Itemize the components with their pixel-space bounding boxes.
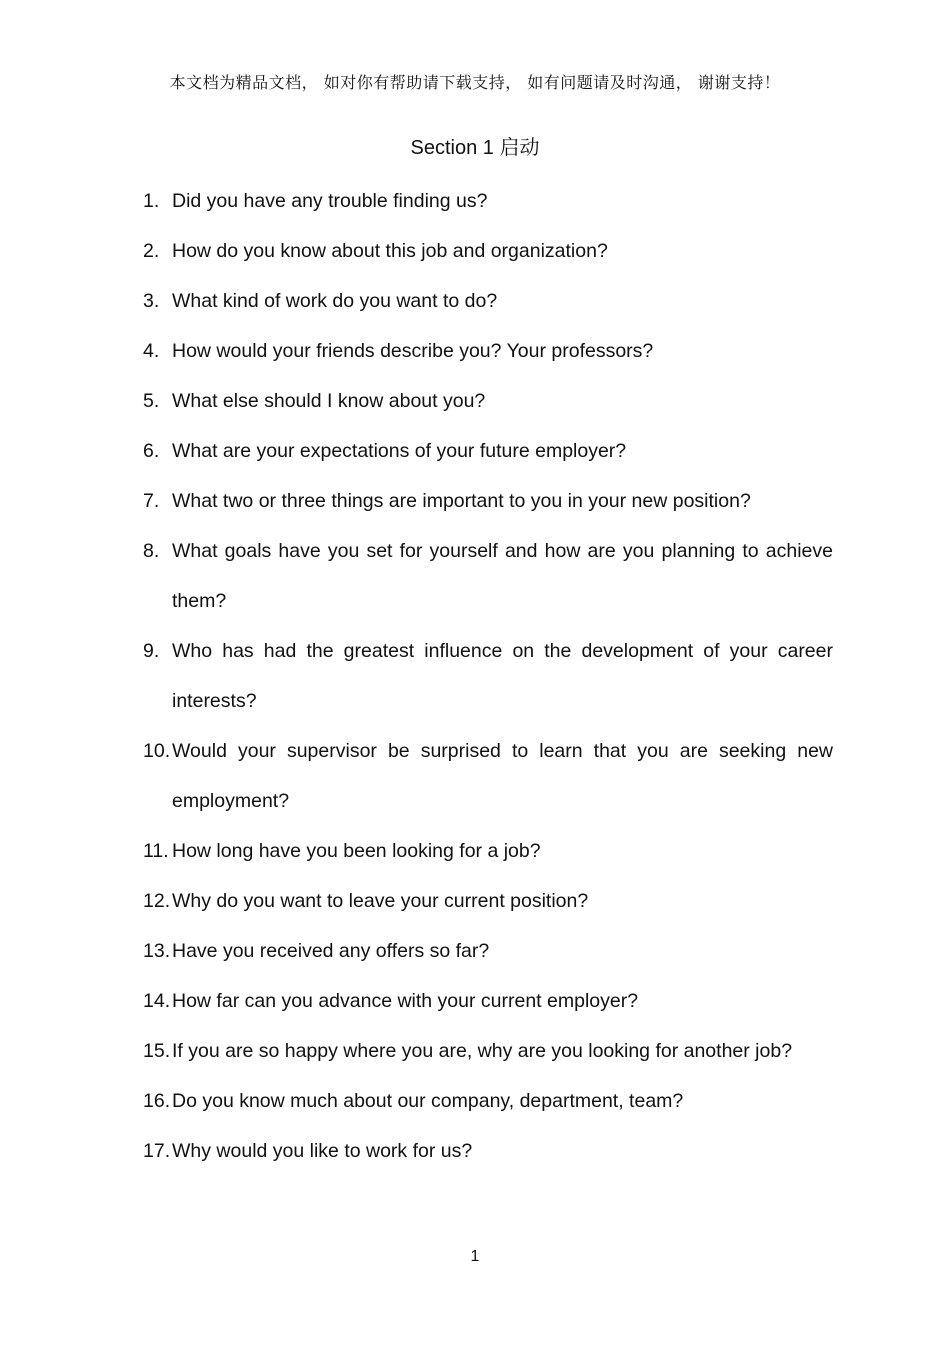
question-number: 1.: [143, 190, 160, 212]
question-item: [143, 876, 833, 926]
question-text: Why do you want to leave your current position?: [172, 890, 589, 912]
question-number: 8.: [143, 540, 160, 562]
question-text: What goals have you set for yourself and how are you planning to achieve them?: [172, 540, 833, 612]
question-text: Did you have any trouble finding us?: [172, 190, 488, 212]
question-number: 15.: [143, 1040, 171, 1062]
question-number: 9.: [143, 640, 160, 662]
question-text: Would your supervisor be surprised to learn that you are seeking new employment?: [172, 740, 833, 812]
question-text: What are your expectations of your future employer?: [172, 440, 627, 462]
question-text: Who has had the greatest influence on the development of your career interests?: [172, 640, 833, 712]
question-text: How do you know about this job and organization?: [172, 240, 608, 262]
question-item: [143, 226, 833, 276]
question-item: [143, 526, 833, 626]
question-text: Have you received any offers so far?: [172, 940, 490, 962]
question-list: [143, 176, 833, 1176]
question-text: If you are so happy where you are, why are you looking for another job?: [172, 1040, 793, 1062]
question-number: 5.: [143, 390, 160, 412]
question-item: [143, 1126, 833, 1176]
question-item: [143, 976, 833, 1026]
question-number: 4.: [143, 340, 160, 362]
question-number: 12.: [143, 890, 171, 912]
question-text: How far can you advance with your current employer?: [172, 990, 639, 1012]
question-text: What two or three things are important to you in your new position?: [172, 490, 751, 512]
question-number: 13.: [143, 940, 171, 962]
question-item: [143, 176, 833, 226]
question-number: 2.: [143, 240, 160, 262]
question-text: Why would you like to work for us?: [172, 1140, 473, 1162]
question-number: 17.: [143, 1140, 171, 1162]
question-number: 16.: [143, 1090, 171, 1112]
question-text: Do you know much about our company, department, team?: [172, 1090, 684, 1112]
question-item: [143, 726, 833, 826]
question-item: [143, 376, 833, 426]
question-item: [143, 476, 833, 526]
page-number: 1: [470, 1248, 480, 1265]
question-item: [143, 1026, 833, 1076]
question-text: How long have you been looking for a job?: [172, 840, 541, 862]
question-number: 7.: [143, 490, 160, 512]
question-text: How would your friends describe you? Your professors?: [172, 340, 654, 362]
question-number: 10.: [143, 740, 171, 762]
question-item: [143, 626, 833, 726]
question-number: 3.: [143, 290, 160, 312]
question-number: 6.: [143, 440, 160, 462]
question-text: What kind of work do you want to do?: [172, 290, 498, 312]
section-title: Section 1 启动: [410, 137, 540, 159]
question-item: [143, 276, 833, 326]
question-item: [143, 326, 833, 376]
question-item: [143, 1076, 833, 1126]
question-item: [143, 926, 833, 976]
question-number: 14.: [143, 990, 171, 1012]
question-text: What else should I know about you?: [172, 390, 486, 412]
header-note: 本文档为精品文档， 如对你有帮助请下载支持， 如有问题请及时沟通， 谢谢支持！: [169, 73, 781, 92]
question-item: [143, 826, 833, 876]
question-item: [143, 426, 833, 476]
question-number: 11.: [143, 840, 169, 862]
